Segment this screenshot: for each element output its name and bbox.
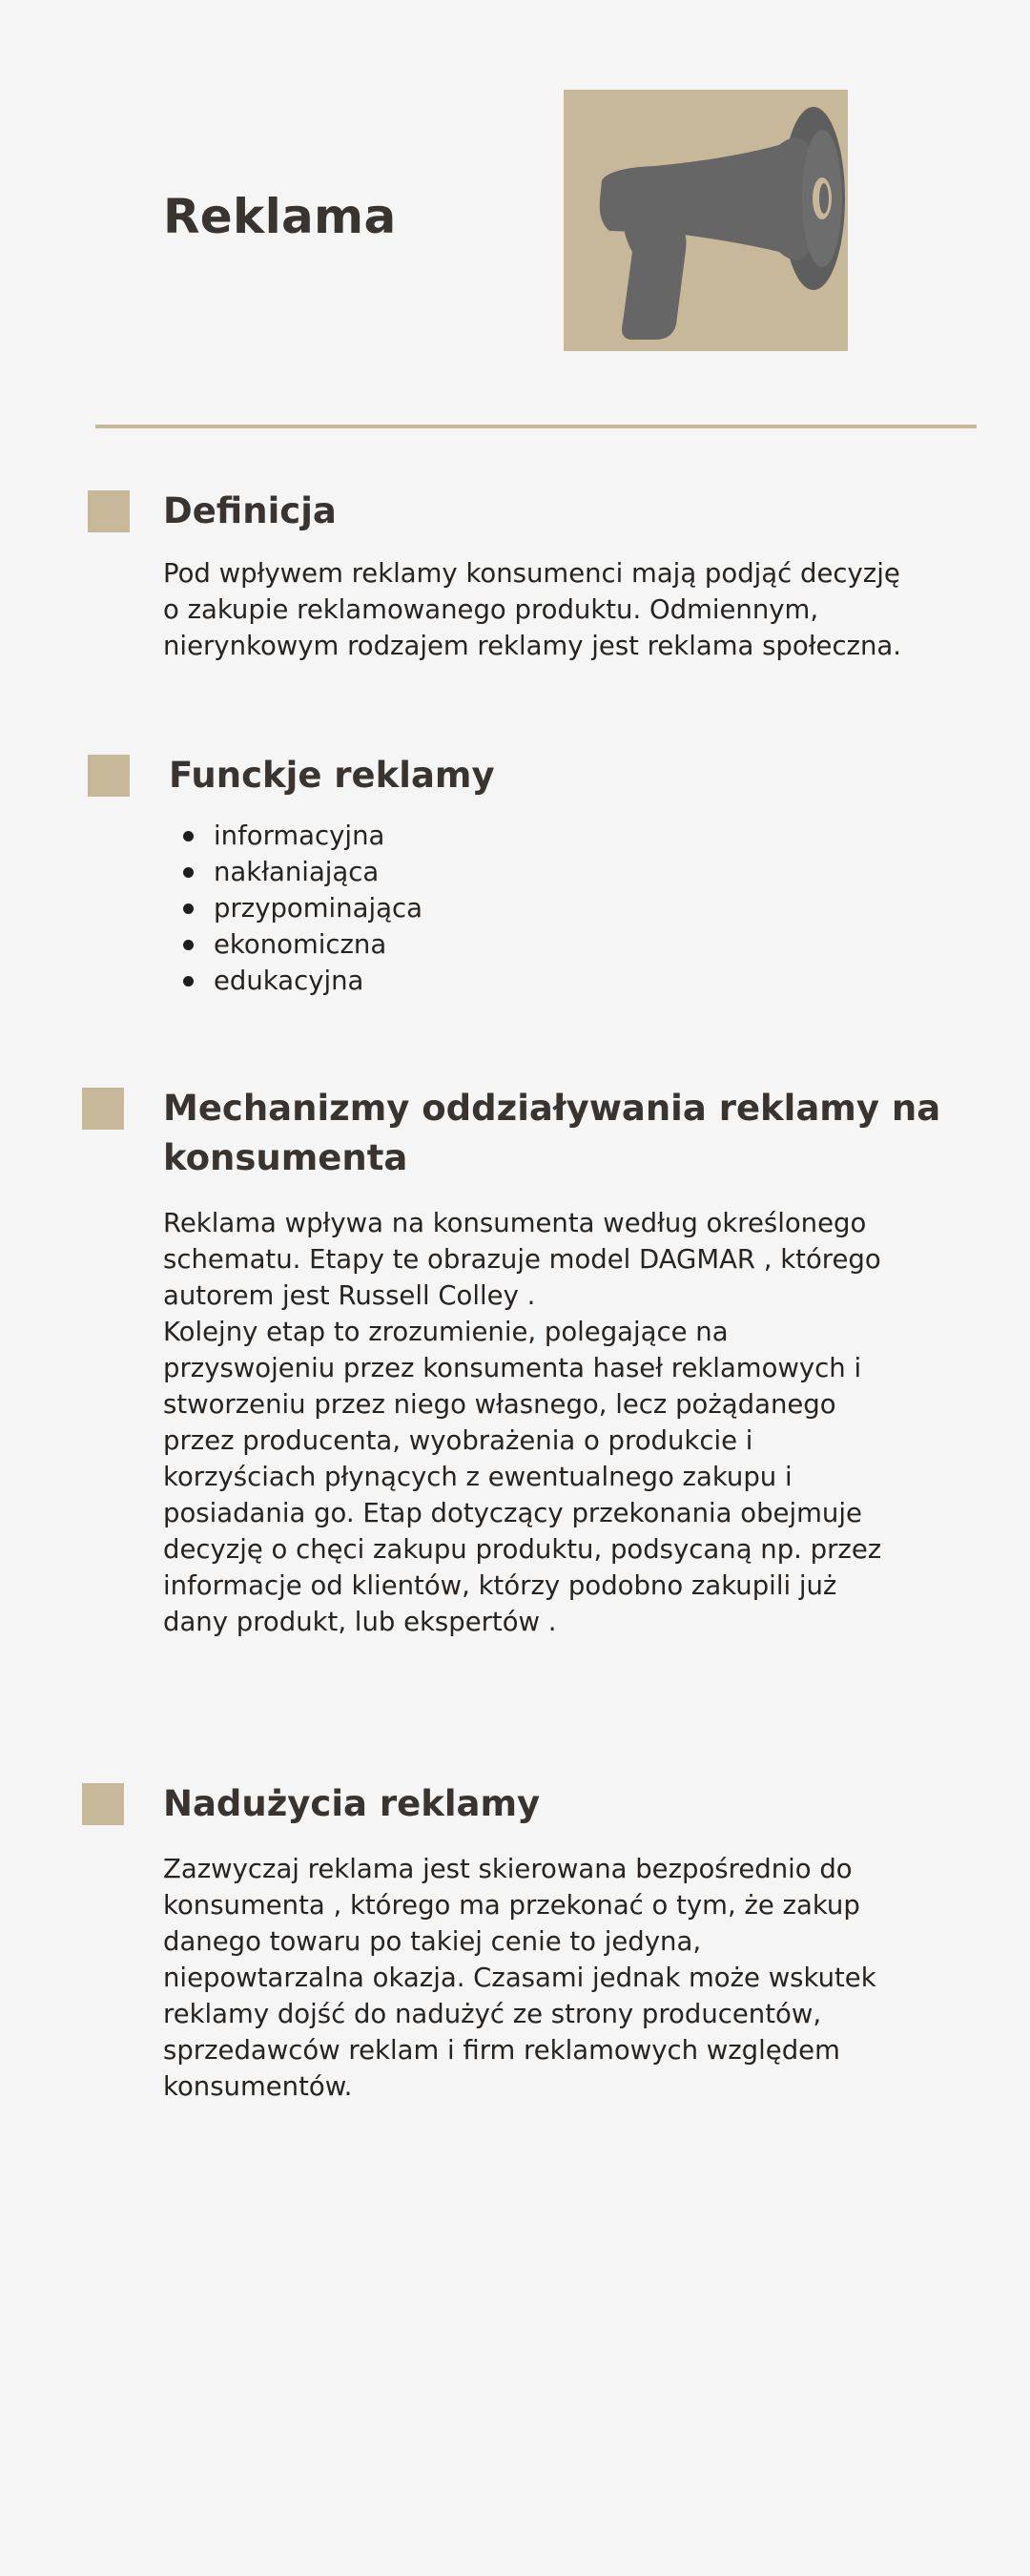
body-line: niepowtarzalna okazja. Czasami jednak może wskutek	[163, 1963, 876, 1993]
page-title: Reklama	[163, 189, 397, 244]
list-item: edukacyjna	[176, 963, 422, 999]
function-list	[176, 818, 422, 999]
body-line: Zazwyczaj reklama jest skierowana bezpośrednio do	[163, 1854, 853, 1884]
body-line: sprzedawców reklam i firm reklamowych względem	[163, 2035, 840, 2066]
section-marker	[82, 1088, 124, 1130]
body-line: dany produkt, lub ekspertów .	[163, 1607, 557, 1637]
body-line: informacje od klientów, którzy podobno zakupili już	[163, 1570, 837, 1601]
body-line: danego towaru po takiej cenie to jedyna,	[163, 1926, 702, 1957]
body-line: autorem jest Russell Colley .	[163, 1280, 536, 1311]
body-line: Kolejny etap to zrozumienie, polegające na	[163, 1317, 729, 1347]
body-line: stworzeniu przez niego własnego, lecz pożądanego	[163, 1389, 836, 1420]
body-line: reklamy dojść do nadużyć ze strony producentów,	[163, 1999, 822, 2029]
body-line: decyzję o chęci zakupu produktu, podsycaną np. przez	[163, 1534, 882, 1565]
list-item: nakłaniająca	[176, 854, 422, 890]
section-heading-mechanizmy: Mechanizmy oddziaływania reklamy na	[163, 1088, 941, 1129]
hero-image	[564, 90, 848, 351]
list-item: ekonomiczna	[176, 926, 422, 963]
body-line: przez producenta, wyobrażenia o produkcie i	[163, 1425, 753, 1456]
body-line: nierynkowym rodzajem reklamy jest reklama społeczna.	[163, 631, 902, 661]
section-heading-naduzycia: Nadużycia reklamy	[163, 1783, 541, 1824]
list-item: informacyjna	[176, 818, 422, 854]
section-heading-mechanizmy-cont: konsumenta	[163, 1137, 408, 1178]
body-line: Reklama wpływa na konsumenta według określonego	[163, 1208, 867, 1238]
body-line: schematu. Etapy te obrazuje model DAGMAR , którego	[163, 1244, 881, 1275]
section-marker	[88, 755, 130, 797]
body-line: posiadania go. Etap dotyczący przekonania obejmuje	[163, 1498, 862, 1528]
body-line: konsumenta , którego ma przekonać o tym, że zakup	[163, 1890, 860, 1921]
body-line: konsumentów.	[163, 2071, 353, 2102]
list-item: przypominająca	[176, 890, 422, 926]
body-line: przyswojeniu przez konsumenta haseł reklamowych i	[163, 1353, 862, 1383]
section-marker	[88, 490, 130, 532]
megaphone-icon	[564, 90, 848, 351]
section-marker	[82, 1783, 124, 1825]
section-heading-definicja: Definicja	[163, 490, 337, 531]
header-divider	[95, 425, 977, 428]
body-line: korzyściach płynących z ewentualnego zakupu i	[163, 1462, 793, 1492]
section-heading-funkcje: Funckje reklamy	[169, 755, 495, 796]
body-line: Pod wpływem reklamy konsumenci mają podjąć decyzję	[163, 558, 900, 589]
body-line: o zakupie reklamowanego produktu. Odmiennym,	[163, 594, 819, 625]
